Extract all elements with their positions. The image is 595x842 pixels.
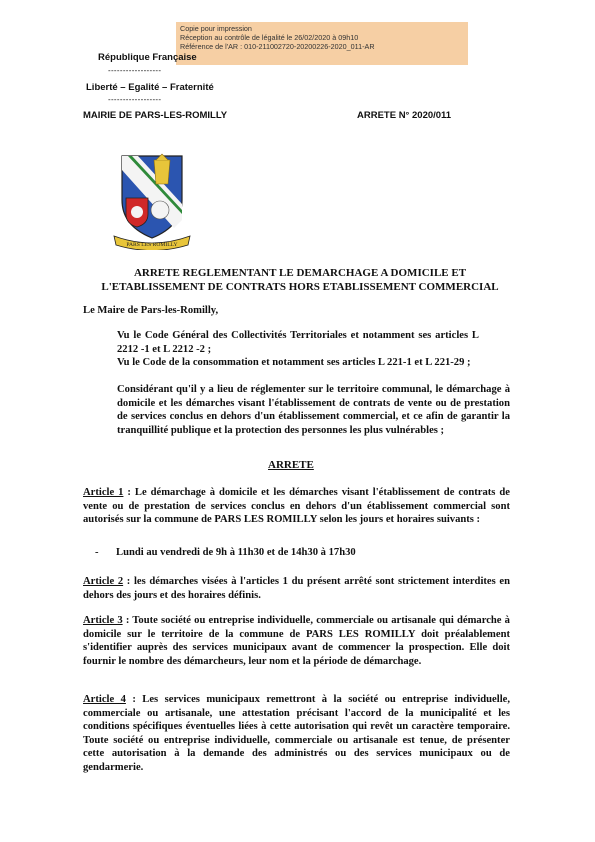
article-1-label: Article 1 (83, 487, 124, 498)
legality-stamp (176, 22, 468, 65)
schedule: Lundi au vendredi de 9h à 11h30 et de 14h30 à 17h30 (116, 547, 356, 558)
article-1 (83, 486, 510, 527)
article-1-text: : Le démarchage à domicile et les démarches visant l'établissement de contrats de vente ou de prestation de services conclus en dehors d'un établissement commercial sont autorisés sur la commune de PARS LES ROMILLY selon les jours et horaires suivants : (83, 487, 510, 526)
title-line-1: ARRETE REGLEMENTANT LE DEMARCHAGE A DOMICILE ET (133, 267, 467, 279)
header-dashes-1: ------------------ (108, 66, 162, 75)
article-3-label: Article 3 (83, 615, 123, 626)
article-3-text: : Toute société ou entreprise individuelle, commerciale ou artisanale qui démarche à domicile sur le territoire de la commune de PARS LES ROMILLY doit préalablement s'identifier auprès des services municipaux avant de commencer la prospection. Elle doit fournir le nombre des démarcheurs, leur nom et la période de démarchage. (83, 615, 510, 667)
title-line-2: L'ETABLISSEMENT DE CONTRATS HORS ETABLISSEMENT COMMERCIAL (101, 281, 499, 293)
republic-label: République Française (98, 52, 197, 63)
article-4-label: Article 4 (83, 694, 126, 705)
arrete-number: ARRETE N° 2020/011 (357, 110, 452, 121)
article-4 (83, 693, 510, 775)
article-2-text: : les démarches visées à l'articles 1 du présent arrêté sont strictement interdites en dehors des jours et des horaires définis. (83, 576, 510, 601)
schedule-bullet: - (95, 547, 99, 558)
mairie-label: MAIRIE DE PARS-LES-ROMILLY (83, 110, 228, 121)
stamp-line-2: Réception au contrôle de légalité le 26/02/2020 à 09h10 (180, 33, 359, 42)
motto: Liberté – Egalité – Fraternité (86, 82, 214, 93)
article-2 (83, 575, 510, 602)
stamp-line-3: Référence de l'AR : 010-211002720-20200226-2020_011-AR (180, 42, 375, 51)
arrete-heading: ARRETE (268, 459, 314, 471)
coat-of-arms-icon (112, 150, 192, 250)
stamp-line-1: Copie pour impression (180, 24, 252, 33)
crest-banner: PARS LES ROMILLY (126, 242, 178, 248)
vu-consommation: Vu le Code de la consommation et notamment ses articles L 221-1 et L 221-29 ; (117, 357, 471, 368)
maire-line: Le Maire de Pars-les-Romilly, (83, 305, 219, 316)
considerant: Considérant qu'il y a lieu de réglementer sur le territoire communal, le démarchage à domicile et les démarches visant l'établissement de contrats de vente ou de prestation de services conclus en dehors d'un établissement commercial, et ce afin de garantir la tranquillité publique et la protection des personnes les plus vulnérables ; (117, 384, 510, 436)
article-4-text: : Les services municipaux remettront à la société ou entreprise individuelle, commerciale ou artisanale, une attestation précisant l'accord de la municipalité et les conditions spécifiques éventuelles liées à cette autorisation qui revêt un caractère temporaire. Toute société ou entreprise individuelle, commerciale ou artisanale est tenue, de présenter cette autorisation à la demande des administrés ou des services municipaux ou de gendarmerie. (83, 694, 510, 773)
vu-cgct: Vu le Code Général des Collectivités Territoriales et notamment ses articles L 2212 -1 et L 2212 -2 ; (117, 330, 479, 355)
article-3 (83, 614, 510, 668)
article-2-label: Article 2 (83, 576, 124, 587)
header-dashes-2: ------------------ (108, 95, 162, 104)
